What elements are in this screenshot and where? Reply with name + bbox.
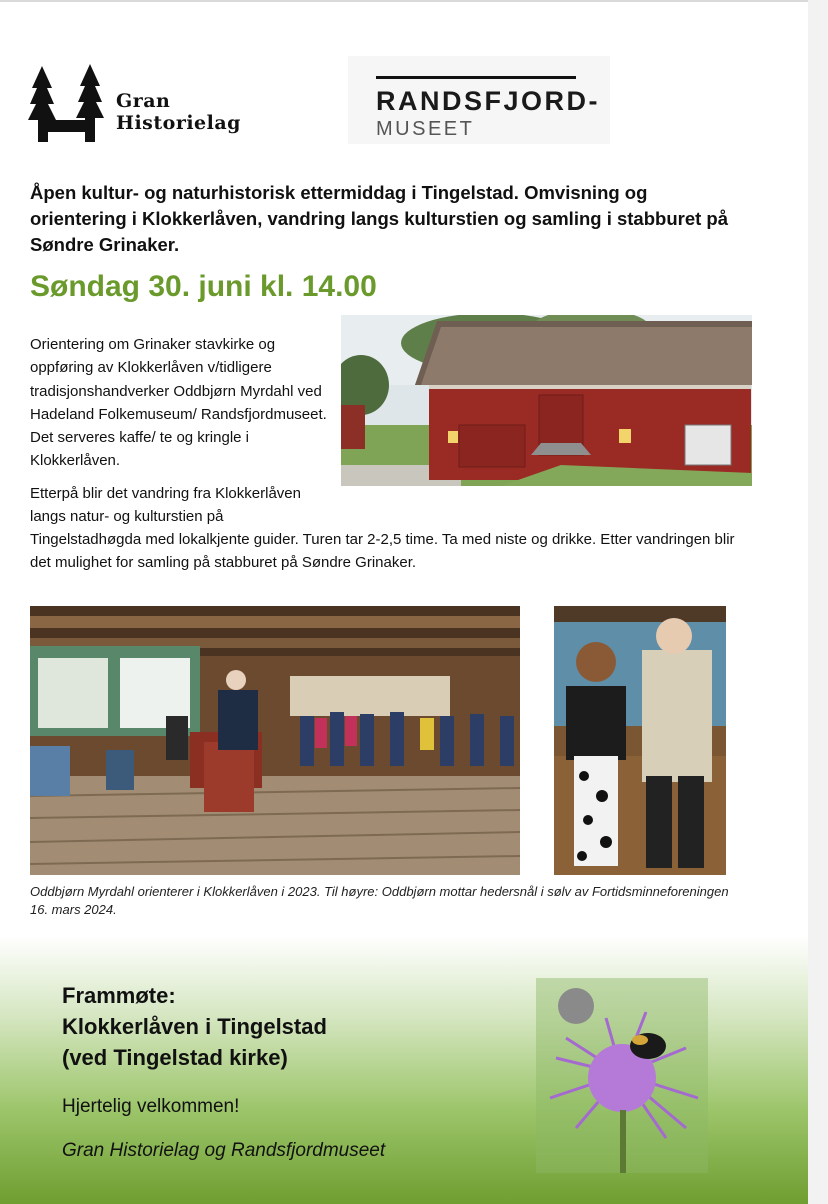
- historielag-logo-text: Gran Historielag: [116, 90, 241, 134]
- museum-logo-line1: RANDSFJORD-: [376, 86, 601, 116]
- top-divider: [0, 0, 828, 2]
- event-date: Søndag 30. juni kl. 14.00: [30, 270, 377, 303]
- intro-text: Åpen kultur- og naturhistorisk ettermiddag i Tingelstad. Omvisning og orientering i Klokkerlåven, vandring langs kulturstien og samling i stabburet på Søndre Grinaker.: [30, 182, 729, 255]
- thistle-bee-photo: [536, 978, 708, 1173]
- meeting-heading: Frammøte:: [62, 983, 176, 1008]
- photo-caption: Oddbjørn Myrdahl orienterer i Klokkerlåven i 2023. Til høyre: Oddbjørn mottar hedersnål i sølv av Fortidsminneforeningen 16. mars 2024.: [30, 884, 729, 917]
- randsfjordmuseet-logo: [348, 56, 610, 144]
- meeting-point: [62, 980, 327, 1073]
- paragraph-orientation: Orientering om Grinaker stavkirke og oppføring av Klokkerlåven v/tidligere tradisjonshandverker Oddbjørn Myrdahl ved Hadeland Folkemuseum/ Randsfjordmuseet. Det serveres kaffe/ te og kringle i Klokkerlåven.: [30, 336, 327, 470]
- award-photo: [554, 606, 726, 875]
- tree-h-logo-icon: [28, 62, 108, 144]
- meeting-location-detail: (ved Tingelstad kirke): [62, 1045, 288, 1070]
- meeting-location: Klokkerlåven i Tingelstad: [62, 1014, 327, 1039]
- barn-interior-photo: [30, 606, 520, 875]
- barn-photo: [341, 315, 752, 486]
- logo-bar: [376, 76, 576, 79]
- paragraph-hike-rest: Tingelstadhøgda med lokalkjente guider. Turen tar 2-2,5 time. Ta med niste og drikke. Etter vandringen blir det mulighet for samling på stabburet på Søndre Grinaker.: [30, 531, 735, 572]
- gran-historielag-logo: [28, 62, 288, 144]
- paragraph-hike-start: Etterpå blir det vandring fra Klokkerlåven langs natur- og kulturstien på: [30, 485, 301, 526]
- organizer-signature: Gran Historielag og Randsfjordmuseet: [62, 1140, 386, 1161]
- page-edge: [808, 0, 828, 1204]
- museum-logo-line2: MUSEET: [376, 118, 475, 140]
- welcome-text: Hjertelig velkommen!: [62, 1096, 240, 1117]
